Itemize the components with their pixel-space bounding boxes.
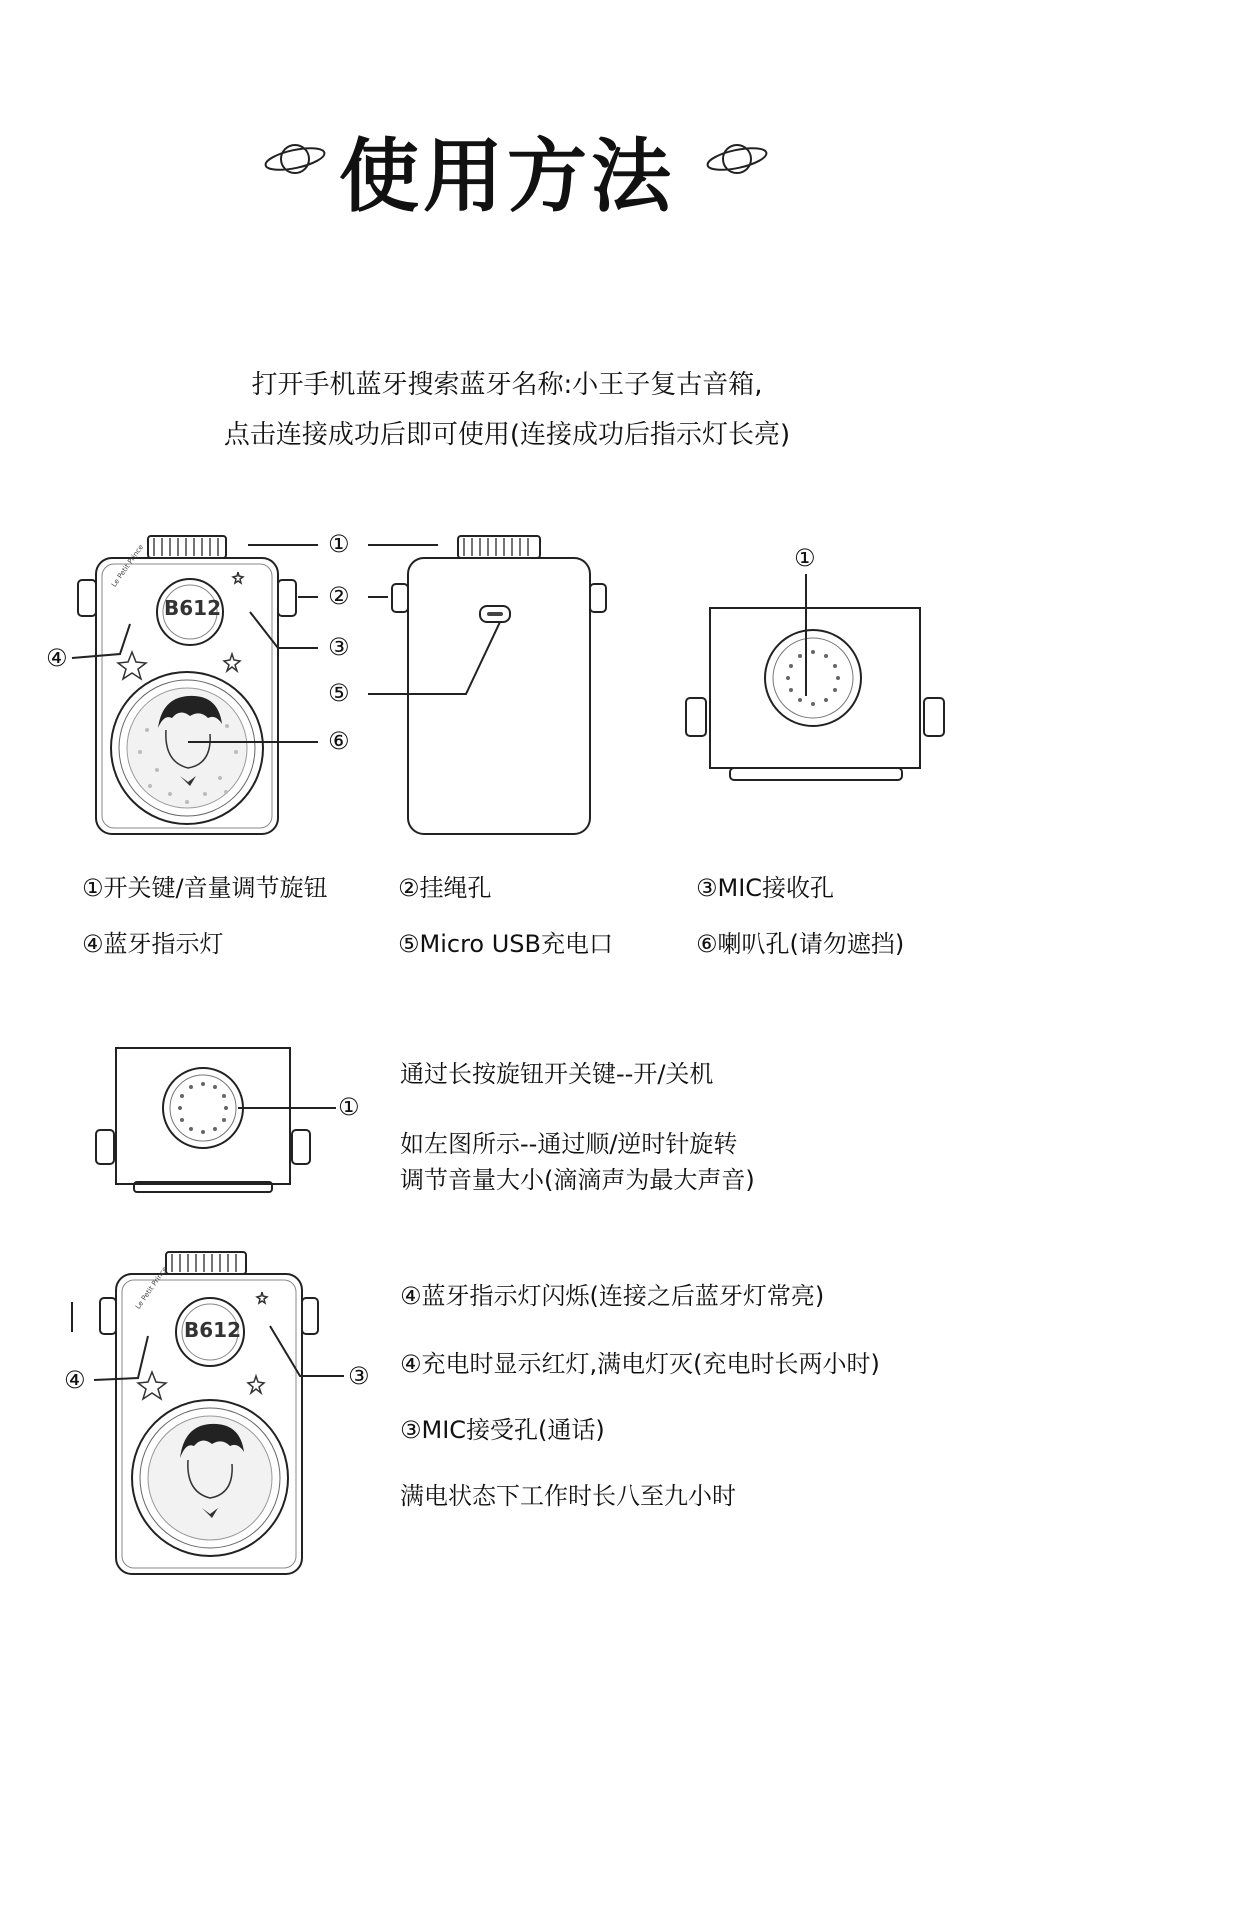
legend-item-mic: ③MIC接收孔 [696, 874, 835, 902]
legend-item-speaker: ⑥喇叭孔(请勿遮挡) [696, 930, 905, 958]
marker-4-indicator: ④ [64, 1366, 86, 1394]
indicator-instruction-4: 满电状态下工作时长八至九小时 [400, 1482, 736, 1510]
marker-1-top-view: ① [794, 544, 816, 572]
marker-3-indicator: ③ [348, 1362, 370, 1390]
marker-1-top: ① [328, 530, 350, 558]
legend-item-lanyard: ②挂绳孔 [398, 874, 492, 902]
marker-3: ③ [328, 633, 350, 661]
marker-1-knob: ① [338, 1093, 360, 1121]
intro-line-1: 打开手机蓝牙搜索蓝牙名称:小王子复古音箱, [251, 370, 763, 400]
indicator-instruction-1: ④蓝牙指示灯闪烁(连接之后蓝牙灯常亮) [400, 1282, 825, 1310]
legend-item-knob: ①开关键/音量调节旋钮 [82, 874, 328, 902]
indicator-brand-text: Le Petit Prince [134, 1265, 170, 1311]
legend-item-usb: ⑤Micro USB充电口 [398, 930, 614, 958]
page-title: 使用方法 [339, 130, 675, 223]
front-logo: B612 [164, 596, 221, 620]
marker-2: ② [328, 582, 350, 610]
marker-6: ⑥ [328, 727, 350, 755]
indicator-instruction-2: ④充电时显示红灯,满电灯灭(充电时长两小时) [400, 1350, 880, 1378]
indicator-logo: B612 [184, 1318, 241, 1342]
knob-instruction-3: 调节音量大小(滴滴声为最大声音) [400, 1166, 755, 1194]
intro-line-2: 点击连接成功后即可使用(连接成功后指示灯长亮) [223, 420, 791, 450]
marker-4: ④ [46, 644, 68, 672]
knob-instruction-1: 通过长按旋钮开关键--开/关机 [400, 1060, 714, 1088]
front-brand-text: Le Petit Prince [110, 543, 146, 589]
legend-item-bt-light: ④蓝牙指示灯 [82, 930, 224, 958]
knob-instruction-2: 如左图所示--通过顺/逆时针旋转 [400, 1130, 738, 1158]
marker-5: ⑤ [328, 679, 350, 707]
indicator-instruction-3: ③MIC接受孔(通话) [400, 1416, 605, 1444]
